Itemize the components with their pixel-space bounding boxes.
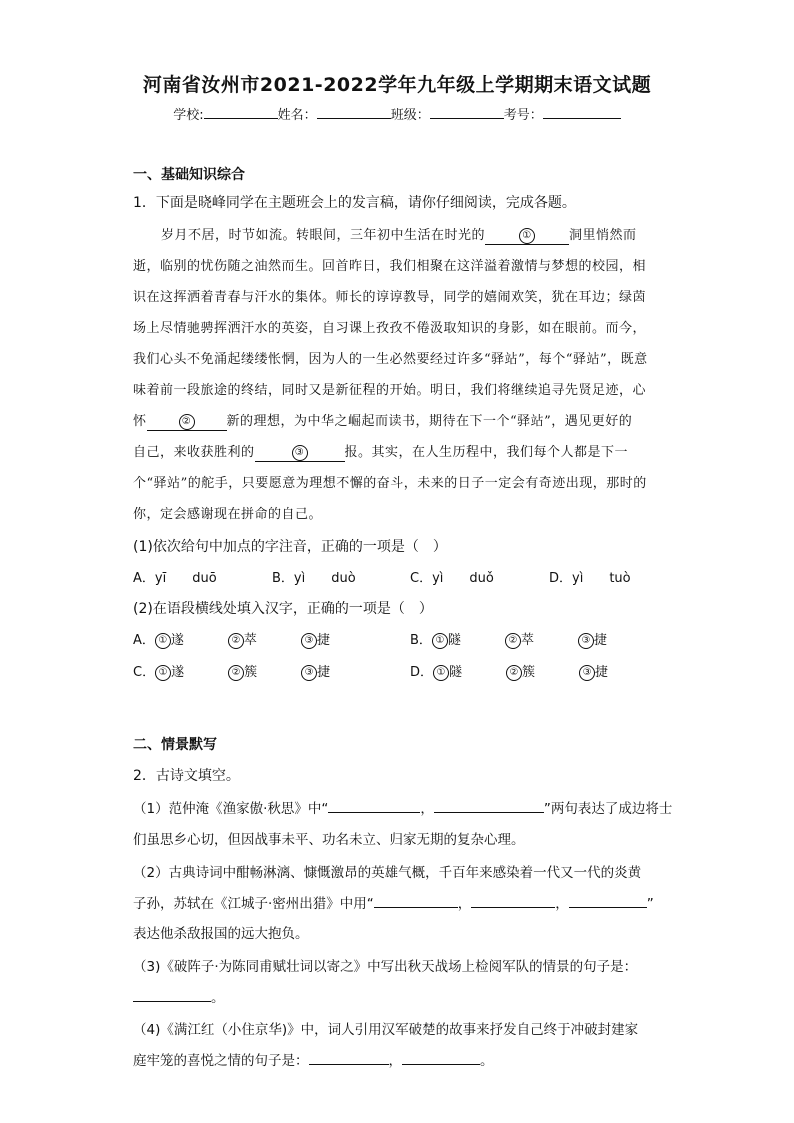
option-word: 隧 [449,665,463,680]
circled-number: ① [155,633,171,649]
passage-line-8 [133,441,628,462]
option-word: 捷 [593,633,607,648]
exam-no-blank [543,104,621,119]
answer-blank[interactable] [309,1050,389,1065]
passage-text: 自己，来收获胜利的 [133,445,255,460]
answer-blank[interactable] [569,893,647,908]
page-title: 河南省汝州市2021-2022学年九年级上学期期末语文试题 [142,74,652,96]
q2-item-2-line-3: 表达他杀敌报国的远大抱负。 [133,926,309,942]
passage-line-2: 逝，临别的忧伤随之油然而生。回首昨日，我们相聚在这洋溢着激情与梦想的校园，相 [133,259,647,274]
passage-text: 怀 [133,414,147,429]
option-c[interactable] [133,661,330,681]
blank-1 [485,228,569,245]
passage-text: 新的理想，为中华之崛起而读书，期待在下一个“驿站”，遇见更好的 [226,414,633,429]
circled-number: ② [228,633,244,649]
option-word: 隧 [447,633,461,648]
passage-line-6: 味着前一段旅途的终结，同时又是新征程的开始。明日，我们将继续追寻先贤足迹，心 [133,383,647,398]
option-letter: B． [410,633,432,648]
blank-2 [147,414,227,431]
q2-item-2-line-1: （2）古典诗词中酣畅淋漓、慷慨激昂的英雄气概，千百年来感染着一代又一代的炎黄 [133,865,642,881]
passage-text: 报。其实，在人生历程中，我们每个人都是下一 [344,445,629,460]
circled-number: ③ [579,665,595,681]
name-blank [317,104,391,119]
class-blank [430,104,504,119]
option-word: 萃 [520,633,534,648]
circled-number: ① [519,228,535,244]
passage-line-5: 我们心头不免涌起缕缕怅惘，因为人的一生必然要经过许多“驿站”，每个“驿站”，既意 [133,352,648,367]
student-info-line [0,104,794,123]
sub1-stem: (1)依次给句中加点的字注音，正确的一项是（ ） [133,539,447,555]
item-text: （1）范仲淹《渔家傲·秋思》中“ [133,801,329,817]
item-text: 。 [480,1053,494,1069]
option-b[interactable] [410,629,607,649]
option-word: 簇 [522,665,536,680]
option-word: 捷 [316,633,330,648]
answer-blank[interactable] [402,1050,480,1065]
passage-text: 岁月不居，时节如流。转眼间，三年初中生活在时光的 [161,228,486,243]
circled-number: ① [155,665,171,681]
class-label: 班级： [390,108,430,123]
circled-number: ② [506,665,522,681]
answer-blank[interactable] [133,987,211,1002]
option-word: 捷 [595,665,609,680]
q2-item-4-line-1: （4)《满江红（小住京华)》中，词人引用汉军破楚的故事来抒发自己终于冲破封建家 [133,1022,639,1038]
circled-number: ① [432,633,448,649]
option-a[interactable] [133,629,330,649]
circled-number: ① [433,665,449,681]
item-text: ， [555,896,569,912]
circled-number: ② [228,665,244,681]
name-label: 姓名： [277,108,317,123]
circled-number: ② [179,414,195,430]
section1-heading: 一、基础知识综合 [133,167,245,183]
q2-item-1-line-2: 们虽思乡心切，但因战事未平、功名未立、归家无期的复杂心理。 [133,832,525,848]
item-text: 子孙，苏轼在《江城子·密州出猎》中用“ [133,896,374,912]
option-word: 萃 [243,633,257,648]
option-c[interactable]: C．yì duǒ [410,571,494,586]
item-text: ， [457,896,472,912]
passage-line-4: 场上尽情驰骋挥洒汗水的英姿，自习课上孜孜不倦汲取知识的身影，如在眼前。而今， [133,321,647,336]
option-a[interactable]: A．yī duō [133,571,217,586]
option-word: 捷 [317,665,331,680]
circled-number: ③ [301,665,317,681]
circled-number: ② [505,633,521,649]
passage-text: 洞里悄然而 [569,228,637,243]
q2-item-3-line-2 [133,986,225,1006]
item-text: ， [420,801,434,817]
item-text: ”两句表达了成边将士 [543,801,673,817]
exam-no-label: 考号： [503,108,543,123]
passage-line-3: 识在这挥洒着青春与汗水的集体。师长的谆谆教导，同学的嬉闹欢笑，犹在耳边；绿茵 [133,290,647,305]
option-letter: A． [133,633,155,648]
answer-blank[interactable] [374,893,458,908]
passage-line-9: 个“驿站”的舵手，只要愿意为理想不懈的奋斗，未来的日子一定会有奇迹出现，那时的 [133,476,647,491]
option-d[interactable]: D．yì tuò [549,571,631,586]
option-letter: D． [410,665,434,680]
item-text: 。 [211,990,225,1006]
q2-item-1-line-1 [133,797,672,817]
section2-heading: 二、情景默写 [133,737,217,753]
passage-line-7 [133,410,632,431]
school-label: 学校: [173,108,204,123]
answer-blank[interactable] [471,893,555,908]
item-text: 庭牢笼的喜悦之情的句子是： [133,1053,309,1069]
circled-number: ③ [301,633,317,649]
q1-stem: 1．下面是晓峰同学在主题班会上的发言稿，请你仔细阅读，完成各题。 [133,195,576,211]
passage-line-1 [161,224,637,245]
answer-blank[interactable] [328,798,420,813]
item-text: ， [388,1053,402,1069]
option-b[interactable]: B．yì duò [272,571,356,586]
option-word: 遂 [170,633,184,648]
blank-3 [255,445,345,462]
q2-item-2-line-2 [133,892,654,912]
option-d[interactable] [410,661,608,681]
option-word: 簇 [244,665,258,680]
sub2-stem: (2)在语段横线处填入汉字，正确的一项是（ ） [133,601,433,617]
item-text: ” [646,896,654,912]
passage-line-10: 你，定会感谢现在拼命的自己。 [133,507,323,522]
q2-item-3-line-1: （3)《破阵子·为陈同甫赋壮词以寄之》中写出秋天战场上检阅军队的情景的句子是： [133,959,638,975]
circled-number: ③ [578,633,594,649]
option-word: 遂 [171,665,185,680]
school-blank [204,104,278,119]
option-letter: C． [133,665,156,680]
circled-number: ③ [292,445,308,461]
q2-stem: 2．古诗文填空。 [133,768,240,784]
q2-item-4-line-2 [133,1049,494,1069]
answer-blank[interactable] [434,798,544,813]
